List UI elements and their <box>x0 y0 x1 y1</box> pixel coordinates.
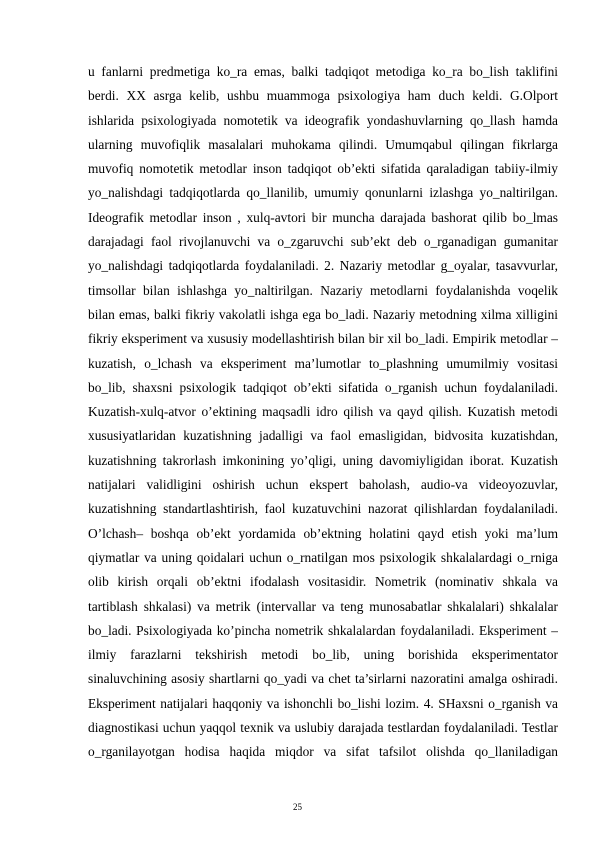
text-line: diagnostikasi uchun yaqqol texnik va uslubiy darajada testlardan foydalaniladi. Testlar <box>88 720 558 736</box>
text-line: berdi. XX asrga kelib, ushbu muammoga psixologiya ham duch keldi. G.Olport <box>88 88 558 104</box>
text-line: bo_lib, shaxsni psixologik tadqiqot ob’ekti sifatida o_rganish uchun foydalaniladi. <box>88 379 558 395</box>
text-line: O’lchash– boshqa ob’ekt yordamida ob’ektning holatini qayd etish yoki ma’lum <box>88 525 558 541</box>
text-line: Ideografik metodlar inson , xulq-avtori bir muncha darajada bashorat qilib bo_lmas <box>88 209 558 225</box>
text-line: natijalari validligini oshirish uchun ekspert baholash, audio-va videoyozuvlar, <box>88 477 558 493</box>
text-line: yo_nalishdagi tadqiqotlarda qo_llanilib, umumiy qonunlarni izlashga yo_naltirilgan. <box>88 185 558 201</box>
text-line: o_rganilayotgan hodisa haqida miqdor va sifat tafsilot olishda qo_llaniladigan <box>88 744 558 760</box>
text-line: kuzatishning standartlashtirish, faol kuzatuvchini nazorat qilishlardan foydalaniladi. <box>88 501 558 517</box>
text-line: bilan emas, balki fikriy vakolatli ishga ega bo_ladi. Nazariy metodning xilma xilligini <box>88 306 558 322</box>
text-line: kuzatishning takrorlash imkonining yo’qligi, uning davomiyligidan iborat. Kuzatish <box>88 452 558 468</box>
text-line: muvofiq nomotetik metodlar inson tadqiqot ob’ekti sifatida qaraladigan tabiiy-ilmiy <box>88 161 558 177</box>
text-line: kuzatish, o_lchash va eksperiment ma’lumotlar to_plashning umumilmiy vositasi <box>88 355 558 371</box>
text-line: bo_ladi. Psixologiyada ko’pincha nometrik shkalalardan foydalaniladi. Eksperiment – <box>88 622 558 638</box>
text-line: yo_nalishdagi tadqiqotlarda foydalaniladi. 2. Nazariy metodlar g_oyalar, tasavvurlar, <box>88 258 558 274</box>
text-line: olib kirish orqali ob’ektni ifodalash vositasidir. Nometrik (nominativ shkala va <box>88 574 558 590</box>
text-line: qiymatlar va uning qoidalari uchun o_rnatilgan mos psixologik shkalalardagi o_rniga <box>88 549 558 565</box>
text-line: Eksperiment natijalari haqqoniy va ishonchli bo_lishi lozim. 4. SHaxsni o_rganish va <box>88 695 558 711</box>
text-line: timsollar bilan ishlashga yo_naltirilgan. Nazariy metodlarni foydalanishda voqelik <box>88 282 558 298</box>
text-line: ularning muvofiqlik masalalari muhokama qilindi. Umumqabul qilingan fikrlarga <box>88 136 558 152</box>
text-line: u fanlarni predmetiga ko_ra emas, balki tadqiqot metodiga ko_ra bo_lish taklifini <box>88 64 558 79</box>
page-number: 25 <box>293 802 302 812</box>
text-line: Kuzatish-xulq-atvor o’ektining maqsadli idro qilish va qayd qilish. Kuzatish metodi <box>88 404 558 420</box>
text-line: xususiyatlaridan kuzatishning jadalligi va faol emasligidan, bidvosita kuzatishdan, <box>88 428 558 444</box>
text-line: ishlarida psixologiyada nomotetik va ideografik yondashuvlarning qo_llash hamda <box>88 112 558 128</box>
text-line: tartiblash shkalasi) va metrik (intervallar va teng munosabatlar shkalalari) shkalalar <box>88 598 558 614</box>
text-line: darajadagi faol rivojlanuvchi va o_zgaruvchi sub’ekt deb o_rganadigan gumanitar <box>88 234 558 250</box>
text-line: ilmiy farazlarni tekshirish metodi bo_lib, uning borishida eksperimentator <box>88 647 558 663</box>
text-line: fikriy eksperiment va xususiy modellashtirish bilan bir xil bo_ladi. Empirik metodlar – <box>88 331 558 347</box>
text-line: sinaluvchining asosiy shartlarni qo_yadi va chet ta’sirlarni nazoratini amalga oshiradi. <box>88 671 558 687</box>
body-text <box>88 60 558 765</box>
